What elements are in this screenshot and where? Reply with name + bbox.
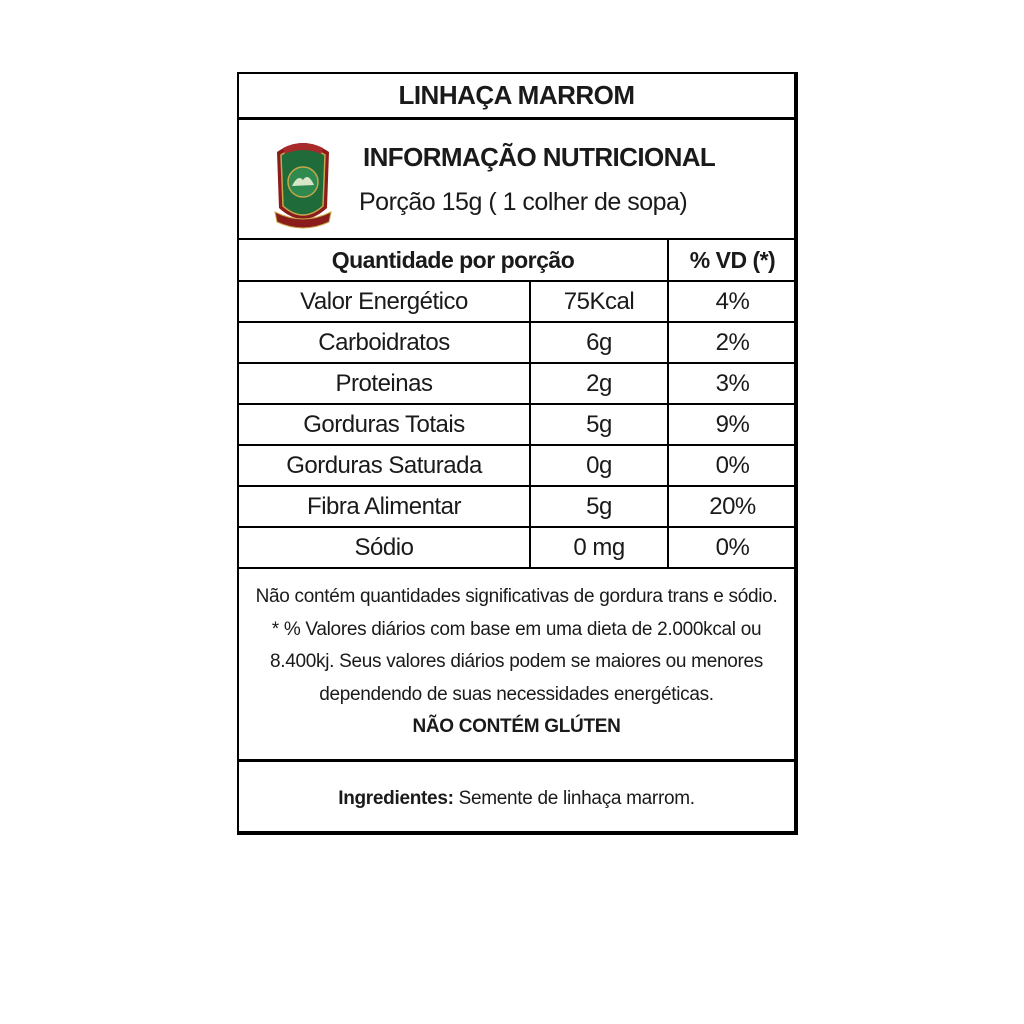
info-title: INFORMAÇÃO NUTRICIONAL (363, 142, 716, 172)
note-line: Não contém quantidades significativas de gordura trans e sódio. (255, 586, 778, 607)
nutrient-vd: 9% (668, 404, 796, 445)
nutrient-vd: 3% (668, 363, 796, 404)
ingredients-label: Ingredientes: (338, 788, 454, 809)
brand-seal-logo-icon (273, 138, 333, 230)
product-name: LINHAÇA MARROM (239, 74, 794, 120)
nutrient-name: Proteinas (239, 363, 530, 404)
nutrient-vd: 0% (668, 527, 796, 568)
ingredients (239, 762, 794, 810)
footnotes (239, 569, 794, 762)
table-row (239, 281, 796, 322)
nutrient-vd: 20% (668, 486, 796, 527)
table-header-row (239, 240, 796, 281)
nutrient-name: Fibra Alimentar (239, 486, 530, 527)
nutrient-amount: 5g (530, 486, 668, 527)
nutrient-amount: 0 mg (530, 527, 668, 568)
ingredients-text: Semente de linhaça marrom. (458, 788, 695, 809)
nutrient-name: Sódio (239, 527, 530, 568)
table-row (239, 363, 796, 404)
nutrient-amount: 0g (530, 445, 668, 486)
vd-header: % VD (*) (668, 240, 796, 281)
note-line: * % Valores diários com base em uma dieta de 2.000kcal ou (271, 618, 762, 640)
gluten-notice: NÃO CONTÉM GLÚTEN (412, 716, 621, 737)
table-row (239, 527, 796, 568)
nutrient-name: Gorduras Totais (239, 404, 530, 445)
label-header (239, 120, 794, 240)
nutrition-table (239, 240, 796, 569)
portion-size: Porção 15g ( 1 colher de sopa) (359, 188, 688, 216)
nutrient-amount: 2g (530, 363, 668, 404)
nutrient-name: Valor Energético (239, 281, 530, 322)
nutrient-name: Carboidratos (239, 322, 530, 363)
nutrition-label (237, 72, 798, 835)
table-row (239, 404, 796, 445)
table-row (239, 322, 796, 363)
table-row (239, 445, 796, 486)
nutrient-vd: 4% (668, 281, 796, 322)
nutrient-vd: 2% (668, 322, 796, 363)
note-line: 8.400kj. Seus valores diários podem se maiores ou menores (270, 651, 763, 672)
nutrient-name: Gorduras Saturada (239, 445, 530, 486)
table-row (239, 486, 796, 527)
note-line: dependendo de suas necessidades energéticas. (319, 683, 714, 705)
nutrient-amount: 6g (530, 322, 668, 363)
nutrient-amount: 75Kcal (530, 281, 668, 322)
nutrient-amount: 5g (530, 404, 668, 445)
nutrient-vd: 0% (668, 445, 796, 486)
quantity-header: Quantidade por porção (239, 240, 668, 281)
